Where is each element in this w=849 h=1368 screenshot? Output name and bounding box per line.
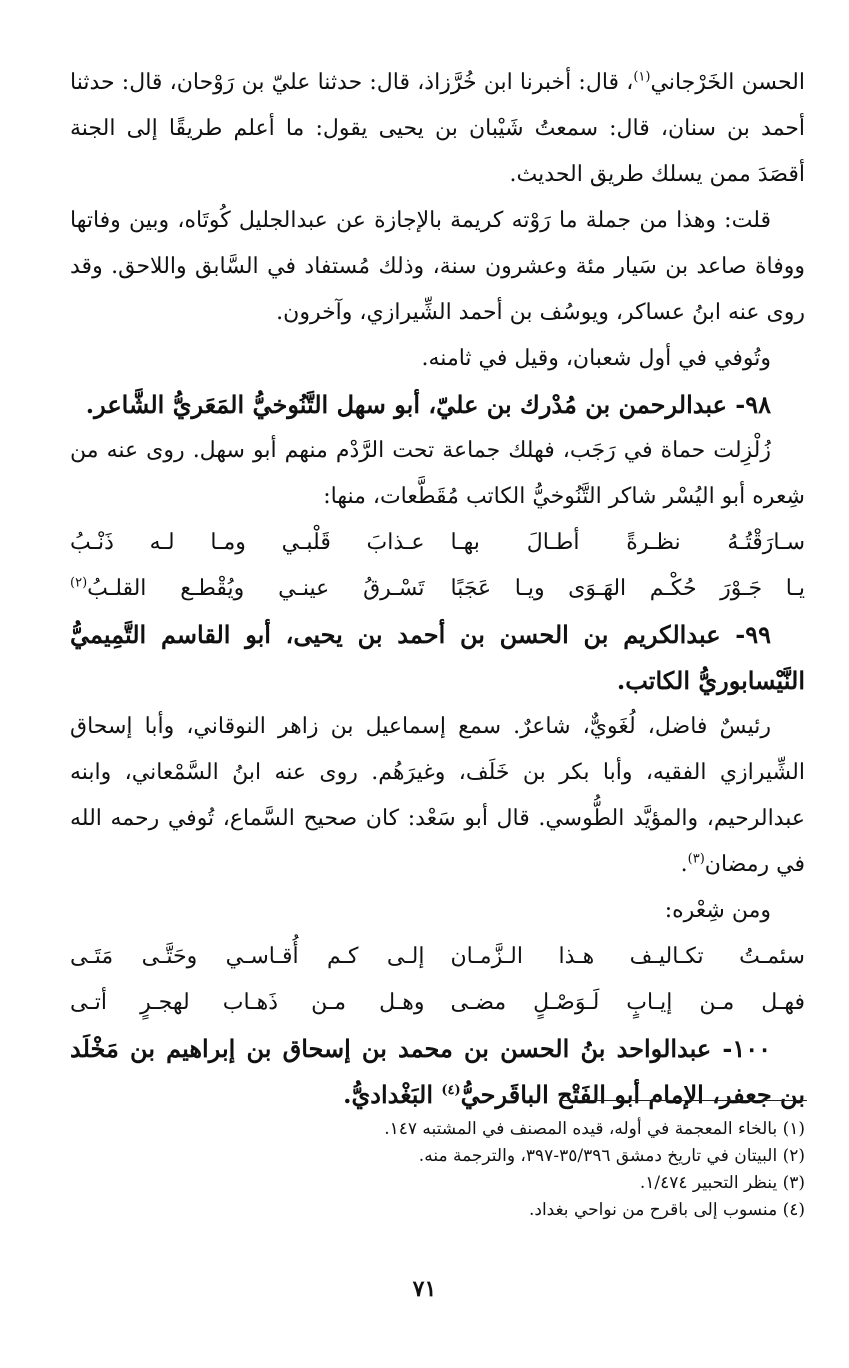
paragraph-3: وتُوفي في أول شعبان، وقيل في ثامنه. [421,346,771,371]
verse-line-4 [70,980,805,1026]
footnote-divider [560,1100,807,1101]
page-number: ٧١ [412,1276,437,1302]
verse-line-1 [70,520,805,566]
paragraph-5: رئيسٌ فاضل، لُغَويٌّ، شاعرٌ. سمع إسماعيل بن زاهر النوقاني، وأبا إسحاق الشِّيرازي الفقيه، وأبا بكر بن خَلَف، وغيرَهُم. روى عنه ابنُ السَّمْعاني، وابنه عبدالرحيم، والمؤيَّد الطُّوسي. قال أبو سَعْد: كان صحيح السَّماع، تُوفي رحمه الله في رمضان$^{(٣)}$. [70,714,805,877]
footnote-1: (١) بالخاء المعجمة في أوله، قيده المصنف في المشتبه ١٤٧. [384,1119,805,1139]
footnote-ref-4: (٤) [441,1083,461,1098]
verse-2-second-hemistich [70,566,425,612]
footnote-ref-1: (١) [633,69,651,85]
footnote-ref-2: (٢) [70,575,88,591]
verse-2-first-hemistich: يـا جَـوْرَ حُكْـم الهَـوَى ويـا عَجَبًا [450,576,805,601]
footnote-ref-3: (٣) [687,851,705,867]
entry-100-end: البَغْداديُّ. [343,1080,442,1109]
footnotes [70,1116,805,1224]
entry-100-heading [70,1026,805,1118]
entry-100-text: ١٠٠- عبدالواحد بنُ الحسن بن محمد بن إسحاق بن إبراهيم بن مَخْلَد بن جعفر، الإمام أبو الفَتْح الباقَرحيُّ [70,1034,805,1109]
verse-line-2 [70,566,805,612]
verse-3-second-hemistich: إلـى كـم أُقـاسـي وحَتَّـى مَتَـى [70,944,425,969]
footnote-4: (٤) منسوب إلى باقرح من نواحي بغداد. [528,1200,805,1220]
verse-4-second-hemistich: وهـل مـن ذَهـاب لهجـرٍ أتـى [70,990,425,1015]
paragraph-4: زُلْزِلت حماة في رَجَب، فهلك جماعة تحت الرَّدْم منهم أبو سهل. روى عنه من شِعره أبو اليُسْر شاكر التَّنُوخيُّ الكاتب مُقَطَّعات، منها: [70,438,805,509]
footnote-3: (٣) ينظر التحبير ١/٤٧٤. [639,1173,805,1193]
verse-3-first-hemistich: سئمـتُ تكـاليـف هـذا الـزَّمـان [450,944,805,969]
verse-1-first-hemistich: سـارَقْتُـهُ نظـرةً أطـالَ بهـا [450,530,805,555]
paragraph-1-rest: ، قال: أخبرنا ابن خُرَّزاذ، قال: حدثنا عليّ بن رَوْحان، قال: حدثنا أحمد بن سنان، قال: سمعتُ شَيْبان بن يحيى يقول: ما أعلم طريقًا إلى الجنة أقصَدَ ممن يسلك طريق الحديث. [70,70,805,187]
paragraph-5-text: رئيسٌ فاضل، لُغَويٌّ، شاعرٌ. سمع إسماعيل بن زاهر النوقاني، وأبا إسحاق الشِّيرازي الفقيه، وأبا بكر بن خَلَف، وغيرَهُم. روى عنه ابنُ السَّمْعاني، وابنه عبدالرحيم، والمؤيَّد الطُّوسي. قال أبو سَعْد: كان صحيح السَّماع، تُوفي رحمه الله في رمضان [70,714,805,877]
verse-2-second-text: تَسْـرقُ عينـي ويُقْطـع القلـبُ [87,576,425,601]
paragraph-6: ومن شِعْره: [664,898,771,923]
entry-98-heading: ٩٨- عبدالرحمن بن مُدْرك بن عليّ، أبو سهل التَّنُوخيُّ المَعَريُّ الشَّاعر. [85,390,771,419]
entry-99-heading: ٩٩- عبدالكريم بن الحسن بن أحمد بن يحيى، أبو القاسم التَّمِيميُّ النَّيْسابوريُّ الكاتب. [70,620,805,695]
main-text [70,60,805,1118]
verse-4-first-hemistich: فهـل مـن إيـابٍ لَـوَصْـلٍ مضـى [450,990,805,1015]
footnote-2: (٢) البيتان في تاريخ دمشق ٣٥/٣٩٦-٣٩٧، والترجمة منه. [418,1146,805,1166]
paragraph-1-start: الحسن الخَرْجاني [650,70,805,95]
paragraph-2: قلت: وهذا من جملة ما رَوْته كريمة بالإجازة عن عبدالجليل كُوتَاه، وبين وفاتها ووفاة صاعد بن سَيار مئة وعشرون سنة، وذلك مُستفاد في السَّابق واللاحق. وقد روى عنه ابنُ عساكر، ويوسُف بن أحمد الشِّيرازي، وآخرون. [70,208,805,325]
verse-1-second-hemistich: عـذابَ قَلْبـي ومـا لـه ذَنْـبُ [70,530,425,555]
verse-line-3 [70,934,805,980]
paragraph-1 [70,60,805,198]
